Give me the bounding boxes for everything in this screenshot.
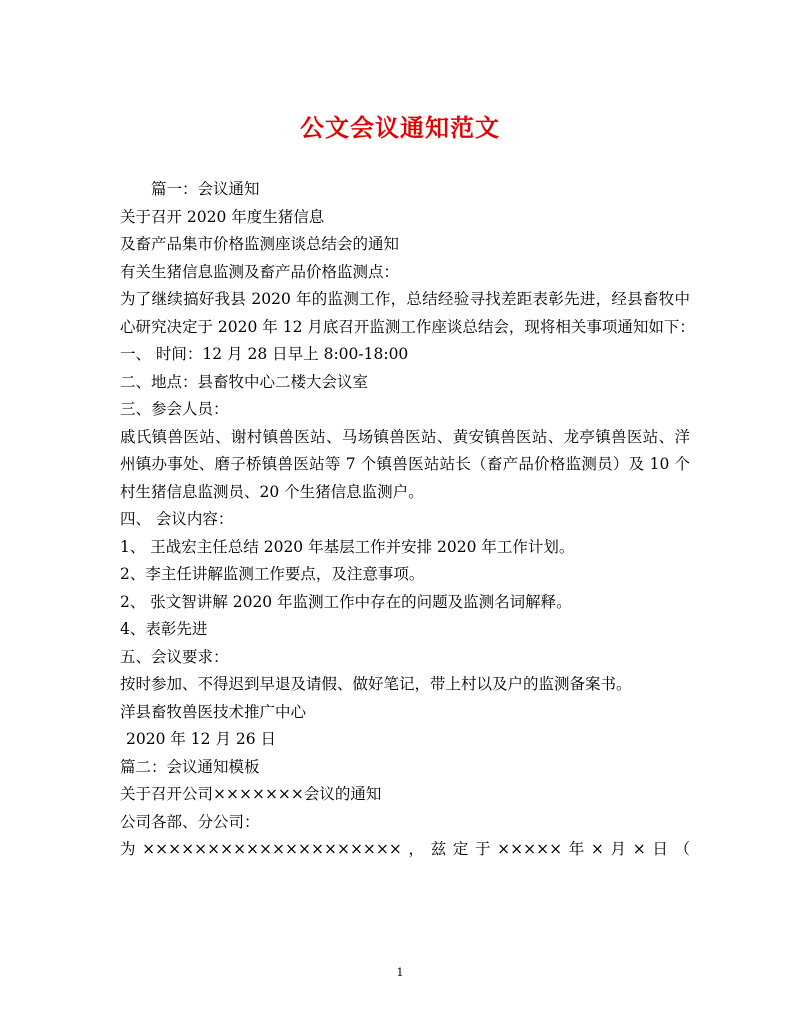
paragraph-line: 有关生猪信息监测及畜产品价格监测点： [120, 262, 400, 281]
paragraph-line: 为××××××××××××××××××××，兹定于×××××年×月×日（ [120, 840, 690, 858]
paragraph-line: 戚氏镇兽医站、谢村镇兽医站、马场镇兽医站、黄安镇兽医站、龙亭镇兽医站、洋 [120, 427, 690, 446]
paragraph-line: 二、地点：县畜牧中心二楼大会议室 [120, 372, 369, 391]
page-number: 1 [396, 966, 404, 979]
paragraph-line: 三、参会人员： [120, 400, 229, 418]
paragraph-line: 心研究决定于 2020 年 12 月底召开监测工作座谈总结会，现将相关事项通知如下： [120, 317, 695, 336]
paragraph-line: 4、表彰先进 [120, 620, 208, 638]
document-title: 公文会议通知范文 [300, 114, 500, 142]
paragraph-line: 2、 张文智讲解 2020 年监测工作中存在的问题及监测名词解释。 [120, 592, 572, 611]
section-heading: 篇一：会议通知 [151, 180, 260, 198]
paragraph-line: 按时参加、不得迟到早退及请假、做好笔记，带上村以及户的监测备案书。 [120, 675, 632, 693]
paragraph-line: 四、 会议内容： [120, 510, 234, 528]
paragraph-line: 关于召开 2020 年度生猪信息 [120, 207, 325, 226]
paragraph-line: 为了继续搞好我县 2020 年的监测工作，总结经验寻找差距表彰先进，经县畜牧中 [120, 290, 690, 308]
paragraph-line: 及畜产品集市价格监测座谈总结会的通知 [120, 235, 400, 253]
paragraph-line: 州镇办事处、磨子桥镇兽医站等 7 个镇兽医站站长（畜产品价格监测员）及 10 个 [120, 455, 690, 473]
paragraph-line: 关于召开公司×××××××会议的通知 [120, 785, 382, 803]
paragraph-line: 公司各部、分公司： [120, 812, 260, 831]
paragraph-line: 五、会议要求： [120, 647, 229, 666]
document-body [120, 176, 695, 864]
paragraph-line: 2、李主任讲解监测工作要点，及注意事项。 [120, 565, 425, 583]
paragraph-line: 村生猪信息监测员、20 个生猪信息监测户。 [120, 482, 424, 501]
signature-organization: 洋县畜牧兽医技术推广中心 [120, 702, 307, 721]
paragraph-line: 1、 王战宏主任总结 2020 年基层工作并安排 2020 年工作计划。 [120, 537, 575, 556]
paragraph-line: 一、 时间：12 月 28 日早上 8:00-18:00 [120, 345, 409, 363]
section-heading: 篇二：会议通知模板 [120, 757, 260, 776]
signature-date: 2020 年 12 月 26 日 [126, 730, 277, 748]
